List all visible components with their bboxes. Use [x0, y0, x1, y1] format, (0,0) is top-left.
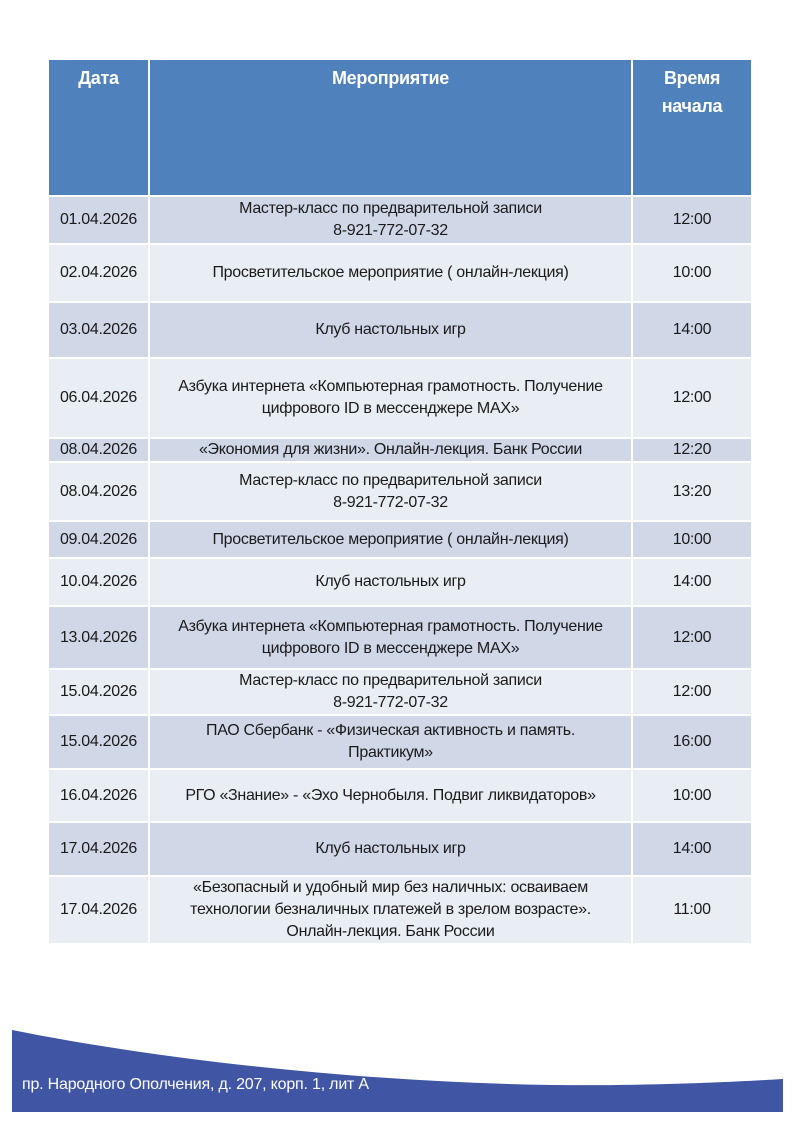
table-row [48, 521, 752, 558]
cell-date: 08.04.2026 [48, 438, 149, 462]
event-line: Клуб настольных игр [315, 321, 466, 338]
header-time [632, 59, 752, 196]
cell-date: 13.04.2026 [48, 606, 149, 669]
cell-date: 02.04.2026 [48, 244, 149, 302]
table-row [48, 302, 752, 358]
cell-time: 11:00 [632, 876, 752, 944]
cell-date: 08.04.2026 [48, 462, 149, 521]
event-line: Онлайн-лекция. Банк России [286, 923, 495, 940]
table-row [48, 244, 752, 302]
cell-date: 01.04.2026 [48, 196, 149, 244]
event-line: Азбука интернета «Компьютерная грамотность. Получение [178, 617, 603, 635]
header-date: Дата [48, 59, 149, 196]
address-text: пр. Народного Ополчения, д. 207, корп. 1, лит А [22, 1076, 369, 1093]
cell-time: 16:00 [632, 715, 752, 769]
cell-time: 10:00 [632, 769, 752, 822]
cell-event [149, 358, 632, 438]
event-line: 8-921-772-07-32 [333, 694, 448, 711]
event-line: цифрового ID в мессенджере MAX» [261, 400, 520, 417]
event-line: Просветительское мероприятие ( онлайн-лекция) [212, 530, 569, 548]
cell-date: 17.04.2026 [48, 876, 149, 944]
cell-event [149, 606, 632, 669]
cell-time: 12:00 [632, 196, 752, 244]
cell-event [149, 196, 632, 244]
cell-event [149, 438, 632, 462]
cell-date: 15.04.2026 [48, 715, 149, 769]
cell-time: 14:00 [632, 558, 752, 606]
header-row [48, 59, 752, 196]
header-event: Мероприятие [149, 59, 632, 196]
cell-time: 10:00 [632, 244, 752, 302]
cell-event [149, 521, 632, 558]
cell-event [149, 822, 632, 876]
header-time-line1: Время [663, 68, 721, 88]
cell-time: 13:20 [632, 462, 752, 521]
table-row [48, 462, 752, 521]
table-row [48, 669, 752, 715]
event-line: Мастер-класс по предварительной записи [239, 672, 542, 689]
schedule-table [47, 58, 753, 945]
event-line: «Безопасный и удобный мир без наличных: осваиваем [193, 879, 588, 896]
cell-time: 12:00 [632, 358, 752, 438]
cell-time: 10:00 [632, 521, 752, 558]
event-line: 8-921-772-07-32 [333, 493, 448, 511]
cell-time: 12:20 [632, 438, 752, 462]
event-line: Клуб настольных игр [315, 573, 466, 590]
event-line: Мастер-класс по предварительной записи [239, 200, 542, 217]
cell-event [149, 302, 632, 358]
cell-time: 14:00 [632, 822, 752, 876]
event-line: цифрового ID в мессенджере MAX» [261, 639, 520, 657]
event-line: Азбука интернета «Компьютерная грамотность. Получение [178, 378, 603, 395]
cell-event [149, 462, 632, 521]
table-row [48, 438, 752, 462]
event-line: ПАО Сбербанк - «Физическая активность и память. [206, 722, 575, 739]
cell-time: 12:00 [632, 606, 752, 669]
cell-date: 17.04.2026 [48, 822, 149, 876]
schedule-body [48, 196, 752, 944]
cell-date: 16.04.2026 [48, 769, 149, 822]
table-row [48, 196, 752, 244]
footer-wave-shape [12, 1030, 783, 1112]
cell-event [149, 669, 632, 715]
cell-date: 06.04.2026 [48, 358, 149, 438]
cell-date: 09.04.2026 [48, 521, 149, 558]
event-line: 8-921-772-07-32 [333, 222, 448, 239]
cell-date: 03.04.2026 [48, 302, 149, 358]
header-time-line2: начала [661, 96, 723, 116]
table-row [48, 769, 752, 822]
cell-event [149, 558, 632, 606]
footer-band [12, 1030, 783, 1112]
cell-time: 12:00 [632, 669, 752, 715]
table-row [48, 715, 752, 769]
table-row [48, 606, 752, 669]
cell-event [149, 244, 632, 302]
event-line: технологии безналичных платежей в зрелом возрасте». [190, 901, 591, 918]
event-line: Практикум» [348, 744, 433, 761]
event-line: Мастер-класс по предварительной записи [239, 471, 542, 489]
table-row [48, 822, 752, 876]
event-line: Просветительское мероприятие ( онлайн-лекция) [212, 264, 569, 281]
cell-event [149, 876, 632, 944]
cell-date: 15.04.2026 [48, 669, 149, 715]
cell-event [149, 715, 632, 769]
table-row [48, 558, 752, 606]
event-line: «Экономия для жизни». Онлайн-лекция. Банк России [198, 441, 583, 458]
event-line: Клуб настольных игр [315, 840, 466, 857]
cell-event [149, 769, 632, 822]
cell-time: 14:00 [632, 302, 752, 358]
event-line: РГО «Знание» - «Эхо Чернобыля. Подвиг ликвидаторов» [185, 786, 596, 804]
table-row [48, 358, 752, 438]
cell-date: 10.04.2026 [48, 558, 149, 606]
table-row [48, 876, 752, 944]
